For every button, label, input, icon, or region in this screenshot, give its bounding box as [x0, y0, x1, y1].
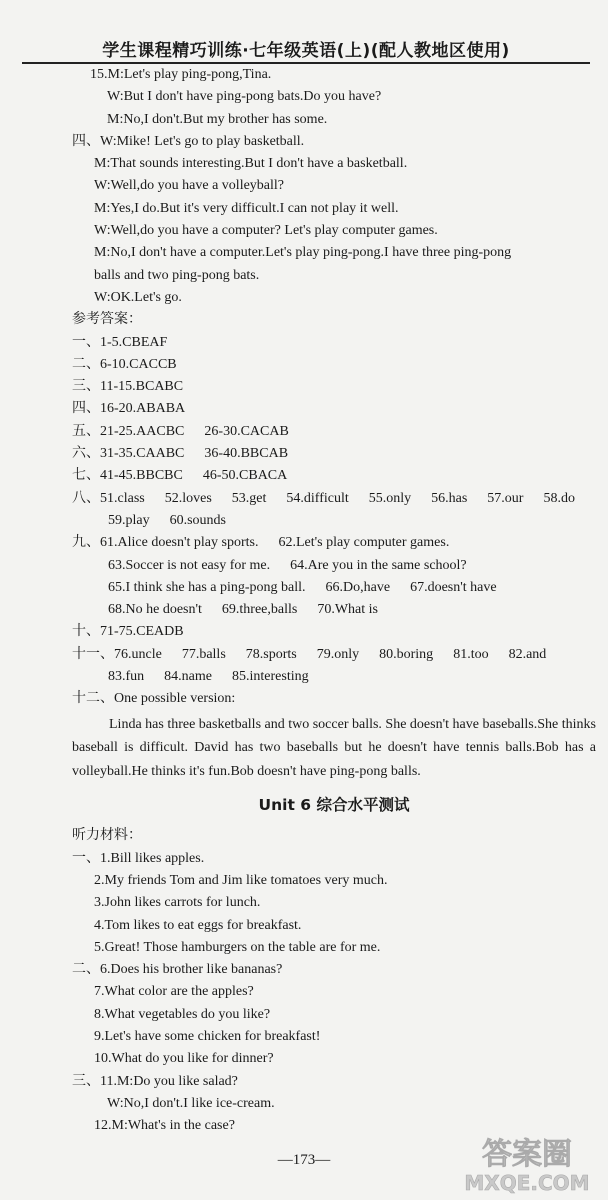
answer-item: 56.has [431, 490, 468, 506]
listening-line: 8.What vegetables do you like? [94, 1006, 271, 1022]
listening-line: 7.What color are the apples? [94, 984, 254, 1000]
answer-group: 五、21-25.AACBC [72, 423, 185, 439]
answer-item: 59.play [108, 512, 150, 528]
dialogue-line: W:Well,do you have a computer? Let's play computer games. [94, 223, 438, 239]
answer-item: 69.three,balls [221, 602, 298, 618]
answer-item: 64.Are you in the same school? [290, 557, 467, 573]
answer-item: 79.only [316, 646, 360, 662]
listening-line: 10.What do you like for dinner? [94, 1051, 274, 1067]
dialogue-line: 15.M:Let's play ping-pong,Tina. [90, 67, 272, 82]
dialogue-line: W:Well,do you have a volleyball? [94, 178, 285, 194]
answer-line [72, 577, 596, 599]
answer-item: 52.loves [164, 490, 212, 506]
answer-item: 70.What is [317, 602, 378, 618]
watermark-text: 答案圈 [482, 1137, 572, 1172]
answer-group: 46-50.CBACA [202, 468, 288, 484]
listening-line: 4.Tom likes to eat eggs for breakfast. [94, 917, 302, 933]
dialogue-line: M:No,I don't have a computer.Let's play ping-pong.I have three ping-pong [94, 245, 512, 261]
answer-item: 62.Let's play computer games. [278, 535, 450, 551]
answer-item: 83.fun [108, 669, 145, 685]
dialogue-line: M:No,I don't.But my brother has some. [107, 111, 328, 127]
answer-line: 十、71-75.CEADB [72, 624, 184, 640]
answer-line [72, 421, 596, 443]
answer-line [72, 644, 596, 666]
answer-item: 54.difficult [286, 490, 349, 506]
answer-line: 三、11-15.BCABC [72, 379, 184, 395]
answer-line [72, 532, 596, 554]
answer-item: 82.and [508, 646, 547, 662]
answer-item: 十一、76.uncle [72, 646, 162, 662]
listening-line: 三、11.M:Do you like salad? [72, 1073, 238, 1089]
answer-item: 66.Do,have [325, 579, 391, 595]
page-number: —173— [277, 1152, 331, 1168]
listening-line: 一、1.Bill likes apples. [72, 850, 205, 866]
section-title: Unit 6 综合水平测试 [258, 796, 410, 815]
dialogue-line: M:That sounds interesting.But I don't have a basketball. [94, 156, 408, 172]
answer-item: 60.sounds [169, 512, 227, 528]
listening-line: 12.M:What's in the case? [94, 1118, 235, 1134]
answer-item: 81.too [453, 646, 489, 662]
answer-item: 八、51.class [72, 490, 145, 506]
answer-item: 84.name [164, 669, 212, 685]
header-title: 学生课程精巧训练·七年级英语(上)(配人教地区使用) [102, 41, 510, 61]
answer-item: 68.No he doesn't [108, 602, 202, 618]
page-content [72, 64, 596, 1138]
answer-item: 85.interesting [232, 669, 309, 685]
answer-item: 77.balls [181, 646, 226, 662]
answer-line: 二、6-10.CACCB [72, 356, 177, 372]
answer-item: 80.boring [379, 646, 434, 662]
listening-line: W:No,I don't.I like ice-cream. [107, 1095, 275, 1111]
answer-item: 53.get [231, 490, 267, 506]
answer-line [72, 488, 596, 510]
listening-line: 3.John likes carrots for lunch. [94, 895, 261, 911]
answer-line [72, 443, 596, 465]
essay-paragraph: Linda has three basketballs and two soccer balls. She doesn't have baseballs.She thinks baseball is difficult. David has two baseballs but he doesn't have tennis balls.Bob has a volleyball.He thinks it's fun.Bob doesn't have ping-pong balls. [72, 716, 596, 779]
answer-line: 一、1-5.CBEAF [72, 334, 168, 350]
answer-line [72, 599, 596, 621]
answer-group: 26-30.CACAB [204, 423, 289, 439]
answer-line [72, 465, 596, 487]
dialogue-line: W:But I don't have ping-pong bats.Do you have? [107, 89, 382, 105]
answer-item: 65.I think she has a ping-pong ball. [108, 579, 306, 595]
listening-line: 二、6.Does his brother like bananas? [72, 962, 283, 978]
answer-line: 十二、One possible version: [72, 691, 236, 707]
answer-group: 七、41-45.BBCBC [72, 468, 183, 484]
answer-item: 63.Soccer is not easy for me. [108, 557, 271, 573]
listening-line: 2.My friends Tom and Jim like tomatoes very much. [94, 873, 388, 888]
dialogue-line: M:Yes,I do.But it's very difficult.I can not play it well. [94, 200, 399, 216]
listening-line: 9.Let's have some chicken for breakfast! [94, 1029, 321, 1045]
watermark-logo [452, 1124, 602, 1196]
answer-item: 67.doesn't have [410, 579, 497, 595]
answer-item: 九、61.Alice doesn't play sports. [72, 535, 259, 551]
answer-item: 57.our [487, 490, 524, 506]
answer-line [72, 510, 596, 532]
answer-line [72, 555, 596, 577]
listening-heading: 听力材料： [72, 828, 142, 844]
answers-heading: 参考答案： [72, 312, 142, 328]
dialogue-line: W:OK.Let's go. [94, 289, 182, 305]
answer-item: 58.do [543, 490, 575, 506]
dialogue-line: 四、W:Mike! Let's go to play basketball. [72, 133, 305, 149]
answer-group: 六、31-35.CAABC [72, 446, 185, 462]
answer-item: 55.only [368, 490, 412, 506]
page-header [22, 6, 590, 64]
answer-line: 四、16-20.ABABA [72, 401, 186, 417]
answer-group: 36-40.BBCAB [204, 446, 289, 462]
listening-line: 5.Great! Those hamburgers on the table are for me. [94, 939, 381, 955]
answer-item: 78.sports [245, 646, 297, 662]
answer-line [72, 666, 596, 688]
dialogue-line: balls and two ping-pong bats. [94, 267, 260, 283]
watermark-domain: MXQE.COM [464, 1171, 590, 1195]
